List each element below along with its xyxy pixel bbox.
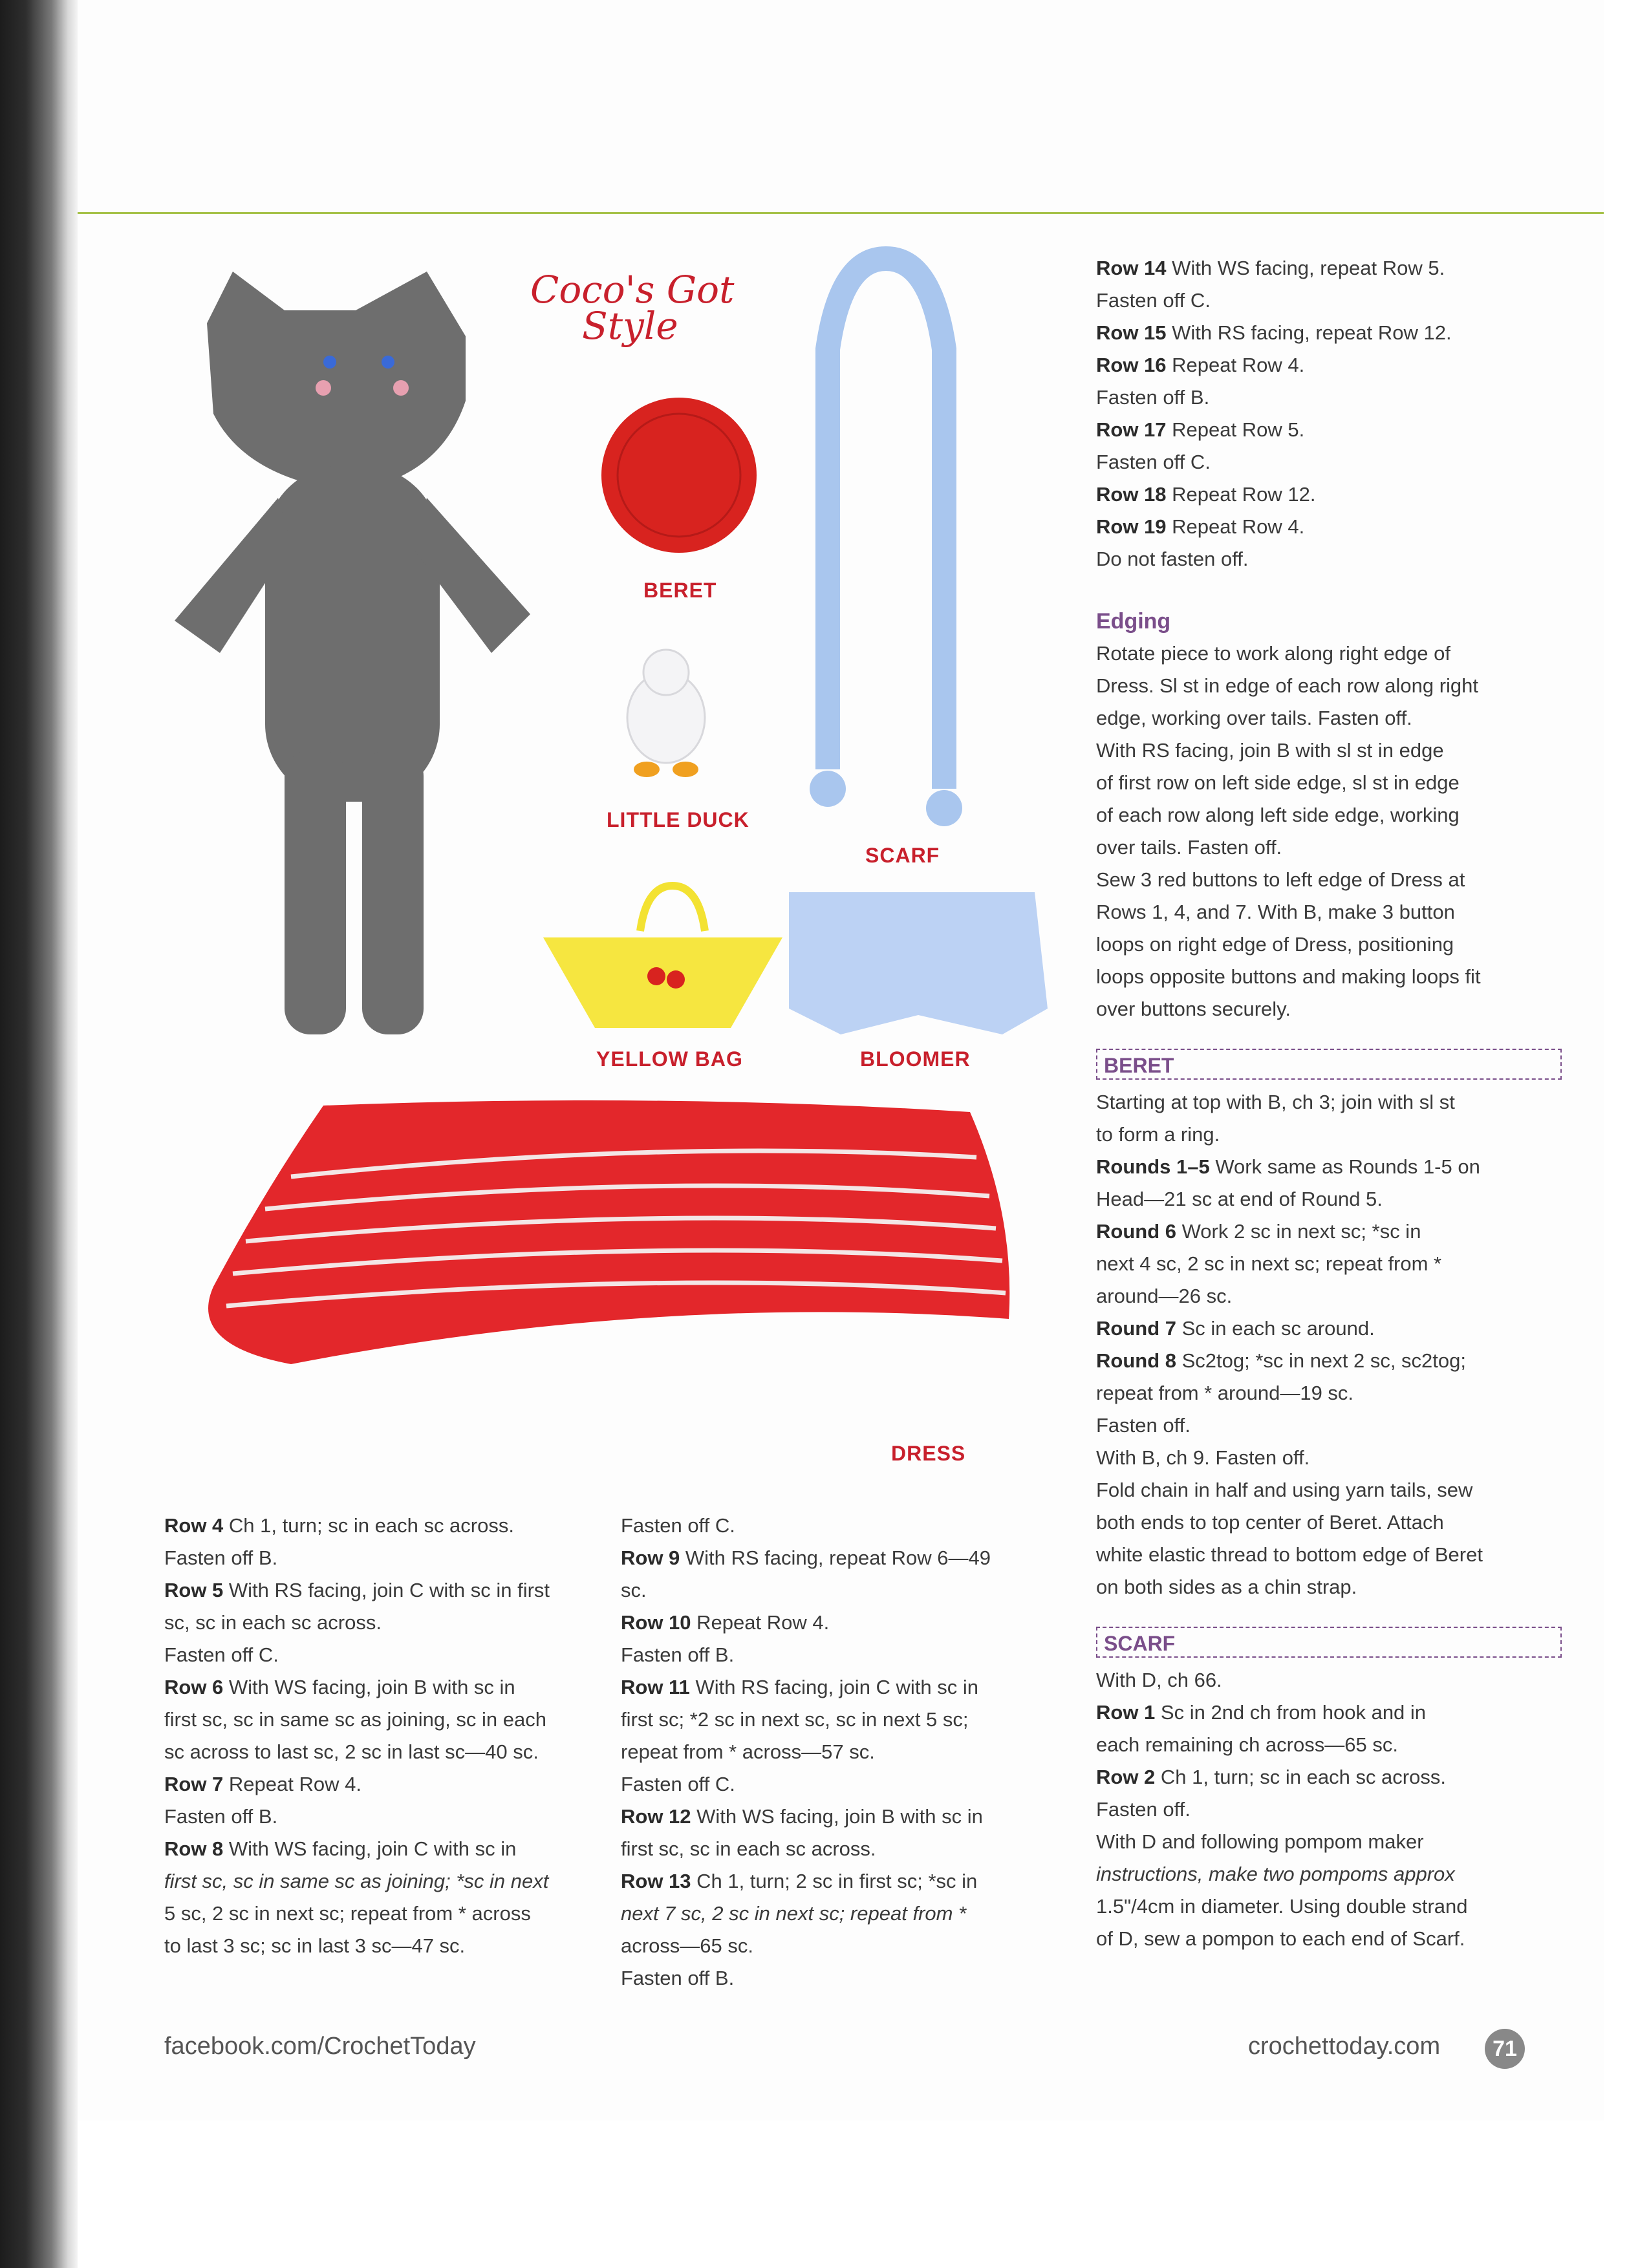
line-text: white elastic thread to bottom edge of Beret [1096,1543,1483,1566]
instruction-line [1096,1248,1562,1280]
instruction-line [1096,896,1562,928]
row-label: Row 17 [1096,418,1167,441]
line-text: Fasten off B. [1096,386,1210,409]
line-text: With WS facing, join B with sc in [223,1676,515,1698]
line-text: Sew 3 red buttons to left edge of Dress at [1096,868,1465,891]
instruction-line [621,1510,1022,1542]
line-text: to form a ring. [1096,1123,1220,1146]
row-label: Row 13 [621,1870,691,1892]
rows-14-19 [1096,252,1562,575]
instruction-line [1096,381,1562,414]
line-text: Sc in 2nd ch from hook and in [1155,1701,1427,1724]
line-text: With RS facing, join B with sl st in edge [1096,739,1444,762]
row-label: Row 2 [1096,1766,1156,1788]
instruction-line [1096,864,1562,896]
line-text: edge, working over tails. Fasten off. [1096,707,1412,729]
line-text: Dress. Sl st in edge of each row along right [1096,674,1479,697]
page-number: 71 [1485,2029,1525,2069]
line-text: Rotate piece to work along right edge of [1096,642,1451,665]
row-label: Row 10 [621,1611,691,1634]
line-text: of each row along left side edge, working [1096,804,1460,826]
line-text: Repeat Row 4. [691,1611,830,1634]
instruction-line [1096,831,1562,864]
line-text: instructions, make two pompoms approx [1096,1863,1455,1885]
line-text: of D, sew a pompon to each end of Scarf. [1096,1927,1465,1950]
row-label: Row 16 [1096,354,1167,376]
line-text: Repeat Row 5. [1166,418,1305,441]
instruction-line [1096,1571,1562,1603]
line-text: Work 2 sc in next sc; *sc in [1176,1220,1421,1243]
instruction-line [1096,1923,1562,1955]
instruction-line [621,1930,1022,1962]
scarf-heading: SCARF [1096,1627,1562,1658]
little-duck-label: LITTLE DUCK [607,808,749,831]
beret-heading: BERET [1096,1049,1562,1080]
line-text: Fasten off. [1096,1414,1191,1437]
instruction-line [1096,446,1562,478]
instruction-line [164,1607,578,1639]
instruction-line [1096,961,1562,993]
line-text: Fasten off B. [621,1967,735,1989]
line-text: With RS facing, repeat Row 12. [1166,321,1452,344]
line-text: Fasten off B. [621,1643,735,1666]
line-text: Fasten off. [1096,1798,1191,1821]
instruction-line [1096,1183,1562,1215]
instruction-line [1096,1539,1562,1571]
instruction-line [164,1833,578,1865]
instruction-line [1096,478,1562,511]
scarf-label: SCARF [865,844,940,867]
instruction-line [621,1898,1022,1930]
line-text: Fold chain in half and using yarn tails, sew [1096,1479,1473,1501]
instruction-line [621,1962,1022,1995]
row-label: Row 18 [1096,483,1167,506]
line-text: each remaining ch across—65 sc. [1096,1733,1398,1756]
instruction-line [164,1639,578,1671]
instruction-line [1096,799,1562,831]
line-text: first sc, sc in same sc as joining, sc in each [164,1708,546,1731]
instruction-line [1096,511,1562,543]
line-text: Repeat Row 12. [1166,483,1316,506]
line-text: With D and following pompom maker [1096,1830,1424,1853]
instruction-line [164,1510,578,1542]
instruction-line [164,1898,578,1930]
line-text: With D, ch 66. [1096,1669,1222,1691]
instruction-line [621,1768,1022,1801]
instruction-line [1096,1409,1562,1442]
line-text: first sc, sc in each sc across. [621,1837,876,1860]
line-text: With RS facing, join C with sc in [689,1676,979,1698]
edging-instructions [1096,637,1562,1025]
line-text: Fasten off B. [164,1805,278,1828]
line-text: Fasten off C. [621,1514,735,1537]
instruction-line [621,1704,1022,1736]
row-label: Row 19 [1096,515,1167,538]
title-line-1: Coco's Got [530,268,735,312]
instruction-line [621,1833,1022,1865]
instruction-line [621,1801,1022,1833]
row-label: Row 9 [621,1546,680,1569]
instruction-line [1096,1761,1562,1793]
instruction-line [164,1704,578,1736]
instruction-line [1096,767,1562,799]
line-text: to last 3 sc; sc in last 3 sc—47 sc. [164,1934,466,1957]
row-label: Round 8 [1096,1349,1176,1372]
instruction-line [1096,1506,1562,1539]
instruction-line [1096,1474,1562,1506]
instruction-line [1096,1858,1562,1890]
line-text: Fasten off C. [621,1773,735,1795]
instruction-line [1096,1377,1562,1409]
instruction-line [1096,1890,1562,1923]
line-text: sc, sc in each sc across. [164,1611,382,1634]
instruction-line [1096,1151,1562,1183]
instruction-line [1096,1442,1562,1474]
line-text: Ch 1, turn; sc in each sc across. [1155,1766,1446,1788]
line-text: Ch 1, turn; 2 sc in first sc; *sc in [691,1870,978,1892]
line-text: repeat from * around—19 sc. [1096,1382,1354,1404]
line-text: over tails. Fasten off. [1096,836,1282,859]
row-label: Row 5 [164,1579,224,1601]
row-label: Row 4 [164,1514,224,1537]
instruction-line [621,1736,1022,1768]
line-text: Sc in each sc around. [1176,1317,1375,1340]
line-text: Rows 1, 4, and 7. With B, make 3 button [1096,901,1455,923]
row-label: Row 12 [621,1805,691,1828]
line-text: With B, ch 9. Fasten off. [1096,1446,1310,1469]
line-text: Work same as Rounds 1-5 on [1209,1155,1480,1178]
instruction-line [1096,1729,1562,1761]
instruction-line [164,1671,578,1704]
line-text: next 7 sc, 2 sc in next sc; repeat from * [621,1902,967,1925]
instruction-line [621,1671,1022,1704]
line-text: With WS facing, join C with sc in [223,1837,517,1860]
instruction-line [1096,1086,1562,1118]
instruction-line [1096,1215,1562,1248]
line-text: around—26 sc. [1096,1285,1233,1307]
row-label: Row 8 [164,1837,224,1860]
instruction-line [1096,1312,1562,1345]
line-text: loops on right edge of Dress, positioning [1096,933,1454,956]
line-text: With RS facing, join C with sc in first [223,1579,550,1601]
line-text: on both sides as a chin strap. [1096,1576,1357,1598]
line-text: Repeat Row 4. [1166,515,1305,538]
line-text: Fasten off B. [164,1546,278,1569]
instruction-line [164,1736,578,1768]
line-text: Repeat Row 4. [223,1773,361,1795]
instructions-column-3 [1096,252,1562,1955]
beret-instructions [1096,1086,1562,1603]
instruction-line [1096,414,1562,446]
instruction-line [1096,702,1562,734]
line-text: loops opposite buttons and making loops fit [1096,965,1481,988]
row-label: Row 7 [164,1773,224,1795]
instruction-line [1096,252,1562,284]
instruction-line [164,1801,578,1833]
footer-facebook-link[interactable]: facebook.com/CrochetToday [164,2033,476,2060]
top-accent-rule [78,212,1604,214]
magazine-page [78,0,1604,2121]
line-text: 1.5"/4cm in diameter. Using double strand [1096,1895,1468,1918]
row-label: Row 11 [621,1676,690,1698]
beret-label: BERET [643,579,717,602]
row-label: Row 1 [1096,1701,1156,1724]
instruction-line [621,1865,1022,1898]
instruction-line [164,1542,578,1574]
instruction-line [1096,284,1562,317]
row-label: Round 7 [1096,1317,1176,1340]
line-text: With WS facing, join B with sc in [691,1805,983,1828]
instruction-line [1096,993,1562,1025]
line-text: first sc; *2 sc in next sc, sc in next 5 sc; [621,1708,969,1731]
instruction-line [1096,349,1562,381]
row-label: Row 6 [164,1676,224,1698]
instruction-line [1096,1793,1562,1826]
line-text: Head—21 sc at end of Round 5. [1096,1188,1383,1210]
line-text: Sc2tog; *sc in next 2 sc, sc2tog; [1176,1349,1467,1372]
instruction-line [164,1930,578,1962]
line-text: 5 sc, 2 sc in next sc; repeat from * across [164,1902,531,1925]
instruction-line [164,1768,578,1801]
row-label: Row 14 [1096,257,1167,279]
edging-heading: Edging [1096,609,1171,634]
line-text: over buttons securely. [1096,998,1291,1020]
instruction-line [1096,734,1562,767]
line-text: sc across to last sc, 2 sc in last sc—40 sc. [164,1740,539,1763]
instruction-line [1096,1280,1562,1312]
scarf-instructions [1096,1664,1562,1955]
instruction-line [621,1542,1022,1607]
line-text: With WS facing, repeat Row 5. [1166,257,1445,279]
line-text: across—65 sc. [621,1934,754,1957]
instruction-line [1096,637,1562,670]
section-title [530,268,735,348]
line-text: Fasten off C. [164,1643,279,1666]
line-text: Do not fasten off. [1096,548,1249,570]
book-spine-shadow [0,0,78,2268]
line-text: Repeat Row 4. [1166,354,1305,376]
instruction-line [1096,928,1562,961]
bloomer-label: BLOOMER [860,1047,971,1071]
dress-label: DRESS [891,1442,966,1465]
instruction-line [1096,670,1562,702]
instruction-line [164,1865,578,1898]
instruction-line [164,1574,578,1607]
footer-website-link[interactable]: crochettoday.com [1248,2033,1441,2060]
line-text: next 4 sc, 2 sc in next sc; repeat from * [1096,1252,1442,1275]
instruction-line [1096,1664,1562,1696]
instruction-line [1096,1345,1562,1377]
yellow-bag-label: YELLOW BAG [596,1047,743,1071]
line-text: first sc, sc in same sc as joining; *sc in next [164,1870,549,1892]
line-text: repeat from * across—57 sc. [621,1740,875,1763]
row-label: Row 15 [1096,321,1167,344]
line-text: With RS facing, repeat Row 6—49 sc. [621,1546,991,1601]
instruction-line [1096,1696,1562,1729]
row-label: Rounds 1–5 [1096,1155,1210,1178]
line-text: Fasten off C. [1096,451,1211,473]
instruction-line [621,1607,1022,1639]
instructions-column-2 [621,1510,1022,1995]
line-text: Fasten off C. [1096,289,1211,312]
row-label: Round 6 [1096,1220,1176,1243]
title-line-2: Style [582,304,678,348]
instruction-line [1096,317,1562,349]
line-text: of first row on left side edge, sl st in edge [1096,771,1460,794]
instruction-line [1096,543,1562,575]
line-text: both ends to top center of Beret. Attach [1096,1511,1444,1534]
line-text: Starting at top with B, ch 3; join with sl st [1096,1091,1455,1113]
instructions-column-1 [164,1510,578,1962]
instruction-line [1096,1118,1562,1151]
instruction-line [1096,1826,1562,1858]
instruction-line [621,1639,1022,1671]
line-text: Ch 1, turn; sc in each sc across. [223,1514,514,1537]
